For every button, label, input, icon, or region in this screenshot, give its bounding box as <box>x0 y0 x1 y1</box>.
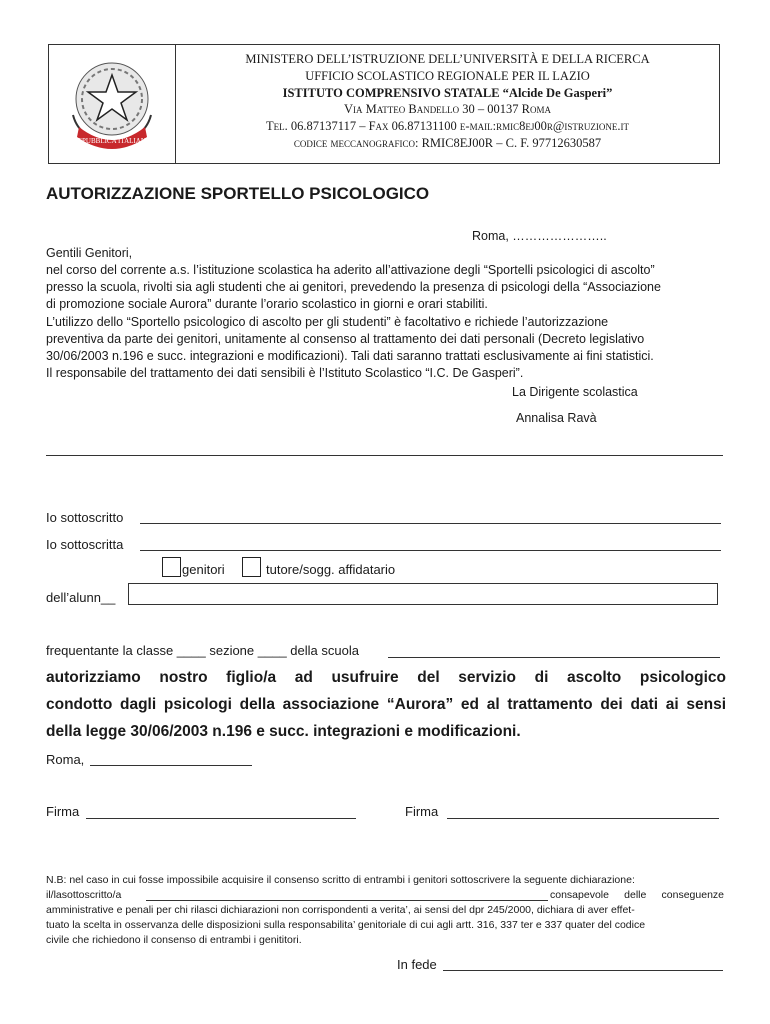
logo-cell <box>49 45 176 163</box>
sottoscritto-field[interactable] <box>140 523 721 524</box>
firma-label-1: Firma <box>46 804 80 819</box>
body-line: di promozione sociale Aurora” durante l’orario scolastico in giorni e orari stabiliti. <box>46 297 488 312</box>
office-line: UFFICIO SCOLASTICO REGIONALE PER IL LAZIO <box>305 68 590 83</box>
sottoscritta-field[interactable] <box>140 550 721 551</box>
place-date: Roma, ………………….. <box>472 229 607 243</box>
tutore-label: tutore/sogg. affidatario <box>266 562 396 577</box>
greeting: Gentili Genitori, <box>46 246 133 260</box>
sottoscritto-label: Io sottoscritto <box>46 510 124 525</box>
note-line: amministrative e penali per chi rilasci dichiarazioni non corrispondenti a verita’, ai sensi del dpr 245/2000, dichiara di aver effet- <box>46 904 635 916</box>
authorization-line: autorizziamo nostro figlio/a ad usufruire del servizio di ascolto psicologico <box>46 669 726 686</box>
body-line: preventiva da parte dei genitori, unitamente al consenso al trattamento dei dati personali (Decreto legislativo <box>46 331 645 346</box>
school-address: Via Matteo Bandello 30 – 00137 Roma <box>343 102 552 117</box>
roma-label: Roma, <box>46 752 85 767</box>
in-fede-label: In fede <box>397 957 437 972</box>
document-title: AUTORIZZAZIONE SPORTELLO PSICOLOGICO <box>46 184 430 203</box>
cut-line <box>46 455 723 456</box>
school-name: ISTITUTO COMPRENSIVO STATALE “Alcide De Gasperi” <box>282 85 613 100</box>
alunno-label: dell’alunn__ <box>46 590 116 605</box>
note-line: civile che richiedono il consenso di entrambi i genititori. <box>46 934 302 946</box>
authorization-line: condotto dagli psicologi della associazione “Aurora” ed al trattamento dei dati ai sensi <box>46 696 726 713</box>
school-contacts: Tel. 06.87137117 – Fax 06.87131100 e-mail:rmic8ej00r@istruzione.it <box>266 119 629 134</box>
school-info <box>176 51 719 152</box>
note-line: tuato la scelta in osservanza delle disposizioni sulla responsabilita’ genitoriale di cui agli artt. 316, 337 ter e 337 quater del codice <box>46 919 646 931</box>
note-line-end: consapevole delle conseguenze <box>550 889 724 901</box>
alunno-field[interactable] <box>128 583 718 605</box>
body-line: presso la scuola, rivolti sia agli studenti che ai genitori, prevedendo la presenza di psicologi della “Associazione <box>46 280 661 295</box>
note-line: N.B: nel caso in cui fosse impossibile acquisire il consenso scritto di entrambi i genitori sottoscrivere la seguente dichiarazione: <box>46 874 635 886</box>
declarant-field[interactable] <box>146 900 548 901</box>
scuola-field[interactable] <box>388 657 720 658</box>
body-line: nel corso del corrente a.s. l’istituzione scolastica ha aderito all’attivazione degli “Sportelli psicologici di ascolto” <box>46 263 655 277</box>
italian-republic-emblem-icon <box>57 53 167 157</box>
firma-field-1[interactable] <box>86 818 356 819</box>
genitori-label: genitori <box>182 562 225 577</box>
school-codes: codice meccanografico: RMIC8EJ00R – C. F. 97712630587 <box>293 135 602 150</box>
firma-label-2: Firma <box>405 804 439 819</box>
letterhead <box>48 44 720 164</box>
firma-field-2[interactable] <box>447 818 719 819</box>
emblem-text: REPUBBLICA ITALIANA <box>73 137 151 145</box>
body-line: 30/06/2003 n.196 e succ. integrazioni e modificazioni). Tali dati saranno trattati esclusivamente ai fini statistici. <box>46 349 654 364</box>
ministry-line: MINISTERO DELL’ISTRUZIONE DELL’UNIVERSITÀ E DELLA RICERCA <box>245 52 650 66</box>
genitori-checkbox[interactable] <box>162 557 181 577</box>
classe-label: frequentante la classe ____ sezione ____ della scuola <box>46 643 359 658</box>
note-line-start: il/lasottoscritto/a <box>46 889 122 901</box>
date-field[interactable] <box>90 765 252 766</box>
in-fede-signature-field[interactable] <box>443 970 723 971</box>
authorization-text <box>46 664 726 745</box>
body-line: L’utilizzo dello “Sportello psicologico di ascolto per gli studenti” è facoltativo e richiede l’autorizzazione <box>46 314 609 329</box>
signature-name: Annalisa Ravà <box>516 411 597 425</box>
signature-role: La Dirigente scolastica <box>512 385 638 399</box>
tutore-checkbox[interactable] <box>242 557 261 577</box>
authorization-line: della legge 30/06/2003 n.196 e succ. integrazioni e modificazioni. <box>46 723 521 740</box>
body-line: Il responsabile del trattamento dei dati sensibili è l’Istituto Scolastico “I.C. De Gasperi”. <box>46 366 524 381</box>
sottoscritta-label: Io sottoscritta <box>46 537 124 552</box>
letter-body <box>46 262 726 382</box>
